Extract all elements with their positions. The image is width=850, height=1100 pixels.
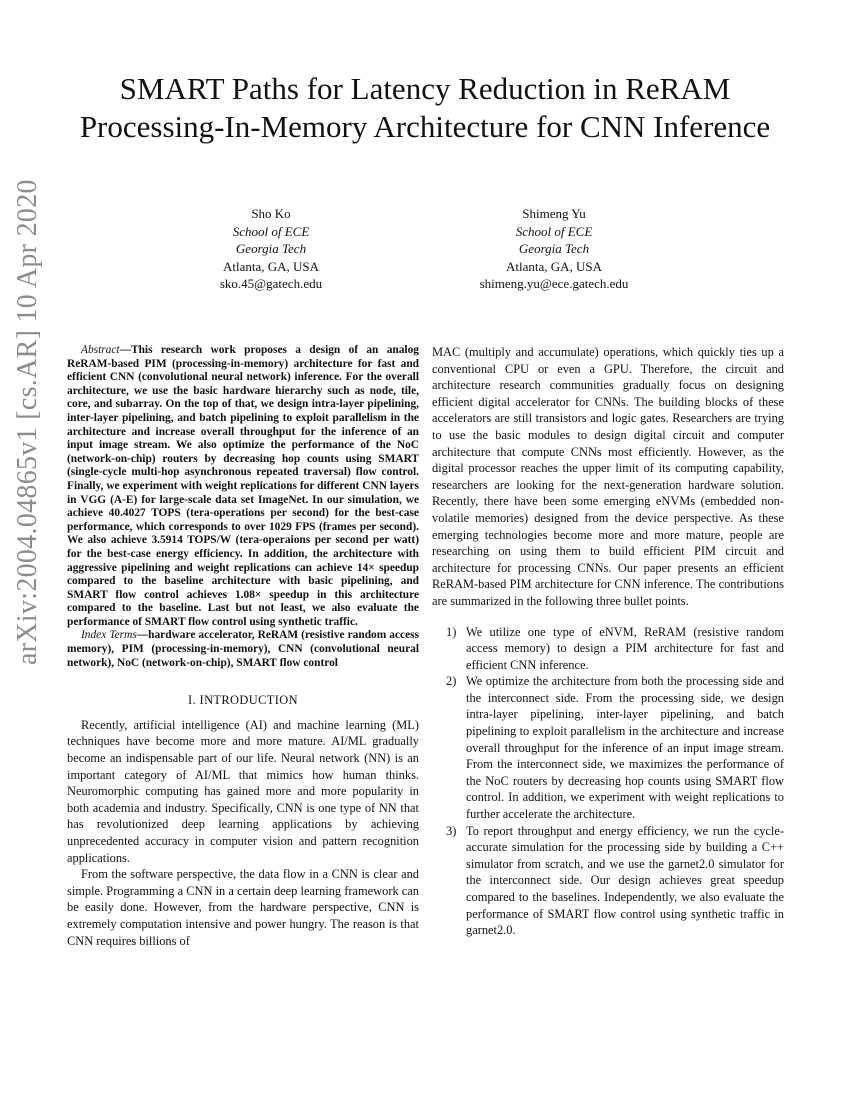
author-email: sko.45@gatech.edu xyxy=(219,276,323,291)
intro-continued-paragraph: MAC (multiply and accumulate) operations, which quickly ties up a conventional CPU or even a GPU. Therefore, the circuit and architecture research communities gradually focus on designing efficient digital accelerator for CNNs. The building blocks of these accelerators are still transistors and logic gates. Researchers are trying to use the basic modules to design digital circuit and computer architecture that compute CNNs most efficiently. However, as the digital processor reaches the upper limit of its computing capability, researchers are looking for the next-generation hardware solution. Recently, there have been some emerging eNVMs (embedded non-volatile memories) designed from the device perspective. As these emerging technologies become more and more mature, people are researching on using them to build efficient PIM circuit and architecture for processing CNNs. Our paper presents an efficient ReRAM-based PIM architecture for CNN inference. The contributions are summarized in the following three bullet points. xyxy=(432,345,784,608)
list-item-number: 2) xyxy=(446,674,457,689)
author-block xyxy=(424,205,684,293)
paper-title: SMART Paths for Latency Reduction in ReRAM Processing-In-Memory Architecture for CNN Inference xyxy=(79,71,771,144)
abstract xyxy=(67,344,419,629)
author-department: School of ECE xyxy=(232,223,310,239)
author-name: Sho Ko xyxy=(251,206,291,221)
list-item-text: We optimize the architecture from both the processing side and the interconnect side. From the processing side, we design intra-layer pipelining, inter-layer pipelining, and batch pipelining to exploit parallelism in the architecture and increase overall throughput for the inference of an input image stream. From the interconnect side, we maximizes the performance of the NoC routers by decreasing hop counts using SMART flow control. In addition, we experiment with weight replications to further accelerate the architecture. xyxy=(466,674,784,822)
author-institution: Georgia Tech xyxy=(518,241,590,256)
author-location: Atlanta, GA, USA xyxy=(505,258,603,274)
author-location: Atlanta, GA, USA xyxy=(222,258,320,274)
section-heading-introduction: I. INTRODUCTION xyxy=(188,693,298,708)
arxiv-identifier: arXiv:2004.04865v1 [cs.AR] 10 Apr 2020 xyxy=(12,179,43,665)
index-terms xyxy=(67,629,419,670)
contributions-list xyxy=(432,624,784,939)
abstract-lead: Abstract xyxy=(81,344,120,356)
right-column xyxy=(432,344,784,939)
list-item xyxy=(432,673,784,822)
list-item xyxy=(432,624,784,674)
left-column xyxy=(67,344,419,949)
author-institution: Georgia Tech xyxy=(235,241,307,256)
author-block xyxy=(141,205,401,293)
author-name: Shimeng Yu xyxy=(522,206,586,221)
list-item xyxy=(432,823,784,939)
author-email: shimeng.yu@ece.gatech.edu xyxy=(479,276,629,291)
abstract-text: —This research work proposes a design of an analog ReRAM-based PIM (processing-in-memory) architecture for fast and efficient CNN (convolutional neural network) inference. For the overall architecture, we use the basic hardware hierarchy such as node, tile, core, and subarray. On the top of that, we design intra-layer pipelining, inter-layer pipelining, and batch pipelining to exploit parallelism in the architecture and increase overall throughput for the inference of an input image stream. We also optimize the performance of the NoC (network-on-chip) routers by decreasing hop counts using SMART (single-cycle multi-hop asynchronous repeated traversal) flow control. Finally, we experiment with weight replications for different CNN layers in VGG (A-E) for large-scale data set ImageNet. In our simulation, we achieve 40.4027 TOPS (tera-operations per second) for the best-case performance, which corresponds to over 1029 FPS (frames per second). We also achieve 3.5914 TOPS/W (tera-operaions per second per watt) for the best-case energy efficiency. In addition, the architecture with aggressive pipelining and weight replications can achieve 14× speedup compared to the baseline architecture with basic pipelining, and SMART flow control achieves 1.08× speedup in this architecture compared to the baseline. Last but not least, we also evaluate the performance of SMART flow control using synthetic traffic. xyxy=(67,344,419,628)
intro-paragraph: Recently, artificial intelligence (AI) and machine learning (ML) techniques have become more and more mature. AI/ML gradually become an indispensable part of our life. Neural network (NN) is an important category of AI/ML that mimics how human thinks. Neuromorphic computing has gained more and more popularity in both academia and industry. Specifically, CNN is one type of NN that has revolutionized deep learning applications by achieving unprecedented accuracy in computer vision and pattern recognition applications. xyxy=(67,717,419,865)
list-item-text: We utilize one type of eNVM, ReRAM (resistive random access memory) to design a PIM architecture for fast and efficient CNN inference. xyxy=(466,624,784,672)
list-item-number: 3) xyxy=(446,823,457,838)
index-terms-text: —hardware accelerator, ReRAM (resistive random access memory), PIM (processing-in-memory), CNN (convolutional neural network), NoC (network-on-chip), SMART flow control xyxy=(67,629,419,669)
author-department: School of ECE xyxy=(515,223,593,239)
list-item-text: To report throughput and energy efficiency, we run the cycle-accurate simulation for the processing side by building a C++ simulator from scratch, and we use the garnet2.0 simulator for the interconnect side. Our design achieves great speedup compared to the baselines. Independently, we also evaluate the performance of SMART flow control using synthetic traffic in garnet2.0. xyxy=(466,823,784,938)
list-item-number: 1) xyxy=(446,624,457,639)
intro-paragraph: From the software perspective, the data flow in a CNN is clear and simple. Programming a CNN in a certain deep learning framework can be easily done. However, from the hardware perspective, CNN is extremely computation intensive and power hungry. The reason is that CNN requires billions of xyxy=(67,867,419,948)
index-terms-lead: Index Terms xyxy=(81,629,137,642)
